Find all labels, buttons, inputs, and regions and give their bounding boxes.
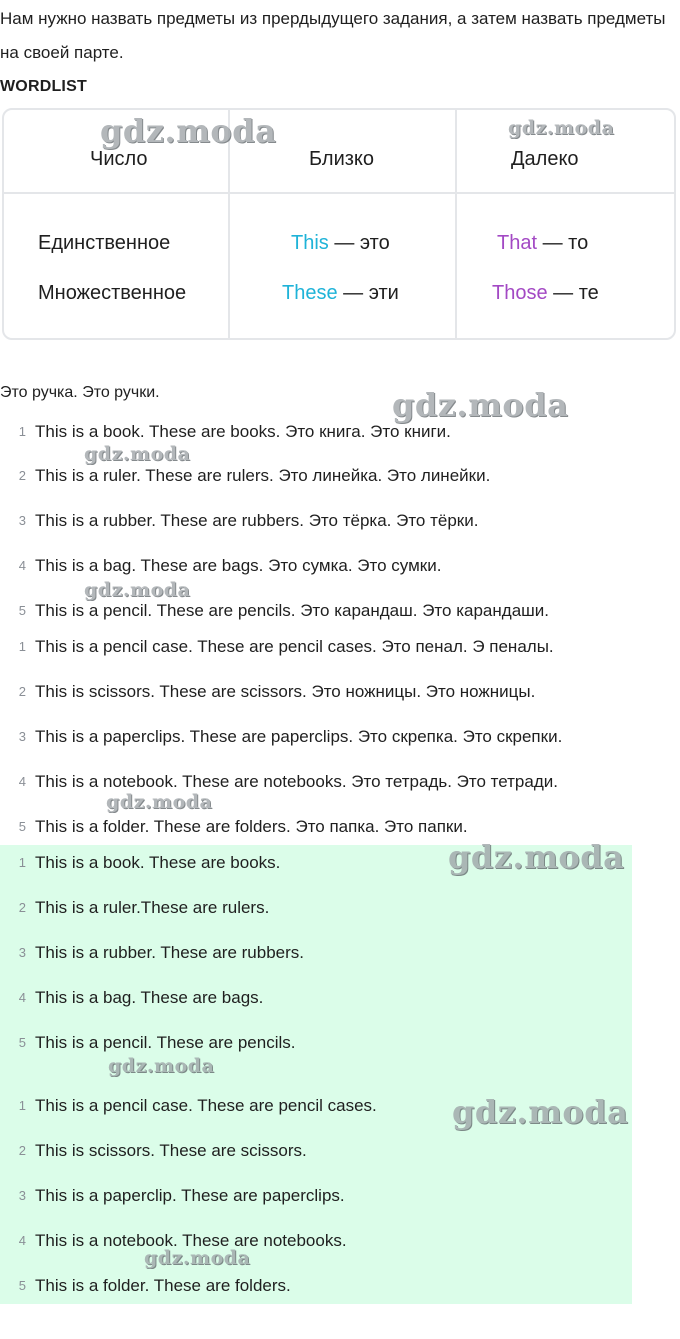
table-divider [455, 110, 457, 338]
table-divider [4, 192, 674, 194]
near-translation: — это [328, 232, 390, 254]
item-number: 4 [18, 990, 26, 1005]
list-item [0, 1230, 640, 1252]
list-item [0, 726, 640, 748]
item-text: This is a folder. These are folders. Это папка. Это папки. [35, 817, 468, 836]
watermark: gdz.moda [100, 112, 277, 150]
item-number: 3 [18, 513, 26, 528]
item-text: This is scissors. These are scissors. [35, 1141, 307, 1160]
watermark: gdz.moda [144, 1247, 251, 1269]
item-number: 1 [18, 424, 26, 439]
near-word: These [282, 282, 338, 304]
list-item [0, 771, 640, 793]
item-text: This is a book. These are books. [35, 853, 281, 872]
row-singular-far [497, 232, 588, 255]
item-text: This is a pencil case. These are pencil cases. Это пенал. Э пеналы. [35, 637, 554, 656]
item-text: This is a folder. These are folders. [35, 1276, 291, 1295]
header-far: Далеко [511, 148, 579, 170]
item-number: 1 [18, 639, 26, 654]
item-text: This is scissors. These are scissors. Это ножницы. Это ножницы. [35, 682, 536, 701]
list-item [0, 1185, 640, 1207]
near-word: This [291, 232, 329, 254]
near-translation: — эти [337, 282, 399, 304]
far-word: Those [492, 282, 548, 304]
list-item [0, 942, 640, 964]
list-item [0, 1275, 640, 1297]
item-number: 5 [18, 1278, 26, 1293]
item-number: 5 [18, 1035, 26, 1050]
item-number: 3 [18, 1188, 26, 1203]
item-text: This is a ruler.These are rulers. [35, 898, 270, 917]
item-number: 4 [18, 1233, 26, 1248]
header-number: Число [90, 148, 148, 170]
list-item [0, 816, 640, 838]
row-plural-label: Множественное [38, 282, 187, 304]
item-text: This is a paperclip. These are paperclips. [35, 1186, 345, 1205]
item-number: 2 [18, 900, 26, 915]
item-text: This is a paperclips. These are paperclips. Это скрепка. Это скрепки. [35, 727, 563, 746]
item-number: 2 [18, 684, 26, 699]
list-item [0, 600, 640, 622]
item-number: 4 [18, 774, 26, 789]
list-item [0, 987, 640, 1009]
list-item [0, 421, 640, 443]
far-translation: — то [537, 232, 589, 254]
list-item [0, 1032, 640, 1054]
item-number: 4 [18, 558, 26, 573]
watermark: gdz.moda [392, 386, 569, 424]
item-number: 3 [18, 945, 26, 960]
item-number: 5 [18, 603, 26, 618]
item-number: 1 [18, 855, 26, 870]
watermark: gdz.moda [106, 791, 213, 813]
item-number: 2 [18, 468, 26, 483]
list-item [0, 897, 640, 919]
item-text: This is a rubber. These are rubbers. Это тёрка. Это тёрки. [35, 511, 479, 530]
watermark: gdz.moda [84, 579, 191, 601]
wordlist-heading: WORDLIST [0, 78, 87, 95]
list-item [0, 681, 640, 703]
item-text: This is a notebook. These are notebooks. Это тетрадь. Это тетради. [35, 772, 558, 791]
item-text: This is a ruler. These are rulers. Это линейка. Это линейки. [35, 466, 491, 485]
row-plural-far [492, 282, 599, 305]
watermark: gdz.moda [452, 1093, 629, 1131]
example-sentence: Это ручка. Это ручки. [0, 384, 160, 401]
item-number: 3 [18, 729, 26, 744]
item-number: 2 [18, 1143, 26, 1158]
row-plural-near [282, 282, 399, 305]
header-near: Близко [309, 148, 375, 170]
item-text: This is a bag. These are bags. [35, 988, 264, 1007]
watermark: gdz.moda [108, 1055, 215, 1077]
list-item [0, 555, 640, 577]
item-number: 5 [18, 819, 26, 834]
far-word: That [497, 232, 538, 254]
item-text: This is a rubber. These are rubbers. [35, 943, 304, 962]
list-item [0, 465, 640, 487]
item-text: This is a pencil. These are pencils. [35, 1033, 296, 1052]
list-item [0, 510, 640, 532]
watermark: gdz.moda [508, 117, 615, 139]
list-item [0, 636, 640, 658]
far-translation: — те [547, 282, 599, 304]
row-singular-near [291, 232, 390, 255]
item-number: 1 [18, 1098, 26, 1113]
item-text: This is a notebook. These are notebooks. [35, 1231, 347, 1250]
row-singular-label: Единственное [38, 232, 171, 254]
item-text: This is a book. These are books. Это книга. Это книги. [35, 422, 451, 441]
item-text: This is a pencil. These are pencils. Это карандаш. Это карандаши. [35, 601, 550, 620]
item-text: This is a bag. These are bags. Это сумка. Это сумки. [35, 556, 442, 575]
watermark: gdz.moda [84, 443, 191, 465]
watermark: gdz.moda [448, 838, 625, 876]
list-item [0, 1140, 640, 1162]
intro-text: Нам нужно назвать предметы из прердыдущего задания, а затем назвать предметы на своей парте. [0, 9, 666, 62]
item-text: This is a pencil case. These are pencil cases. [35, 1096, 377, 1115]
